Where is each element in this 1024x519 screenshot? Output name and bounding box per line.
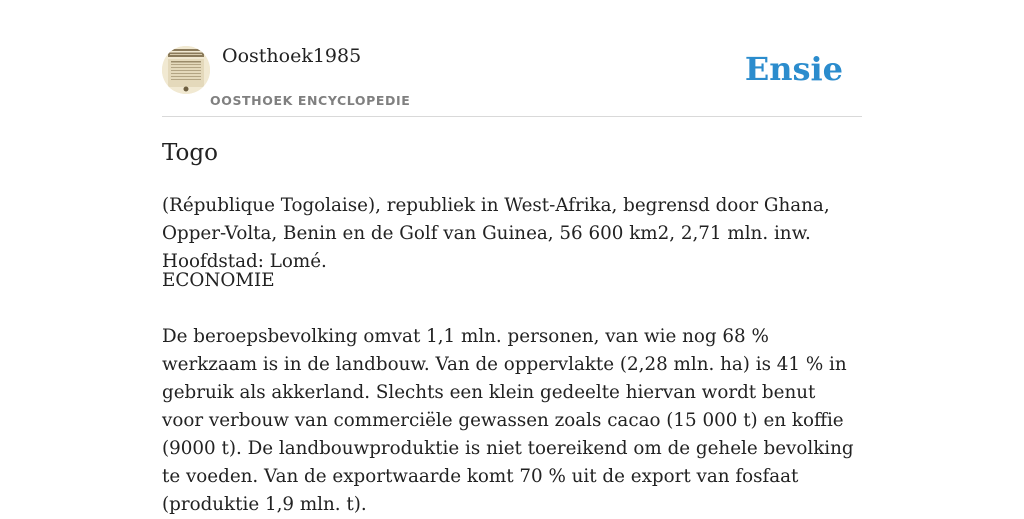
article-title: Togo bbox=[162, 140, 218, 166]
page-container bbox=[162, 0, 862, 515]
article-intro: (République Togolaise), republiek in West-Afrika, begrensd door Ghana, Opper-Volta, Benin en de Golf van Guinea, 56 600 km2, 2,71 mln. inw. Hoofdstad: Lomé. bbox=[162, 195, 830, 272]
article-header bbox=[162, 0, 862, 117]
article-body: De beroepsbevolking omvat 1,1 mln. personen, van wie nog 68 % werkzaam is in de landbouw. Van de oppervlakte (2,28 mln. ha) is 41 % in gebruik als akkerland. Slechts een klein gedeelte hiervan wordt benut voor verbouw van commerciële gewassen zoals cacao (15 000 t) en koffie (9000 t). De landbouwproduktie is niet toereikend om de gehele bevolking te voeden. Van de exportwaarde komt 70 % uit de export van fosfaat (produktie 1,9 mln. t). bbox=[162, 326, 854, 515]
section-heading: ECONOMIE bbox=[162, 270, 275, 291]
ensie-logo-link[interactable]: Ensie bbox=[744, 50, 843, 88]
author-link[interactable]: Oosthoek1985 bbox=[222, 45, 362, 67]
book-cover-icon bbox=[162, 46, 210, 94]
author-avatar[interactable] bbox=[162, 46, 210, 94]
source-label: OOSTHOEK ENCYCLOPEDIE bbox=[210, 93, 411, 108]
